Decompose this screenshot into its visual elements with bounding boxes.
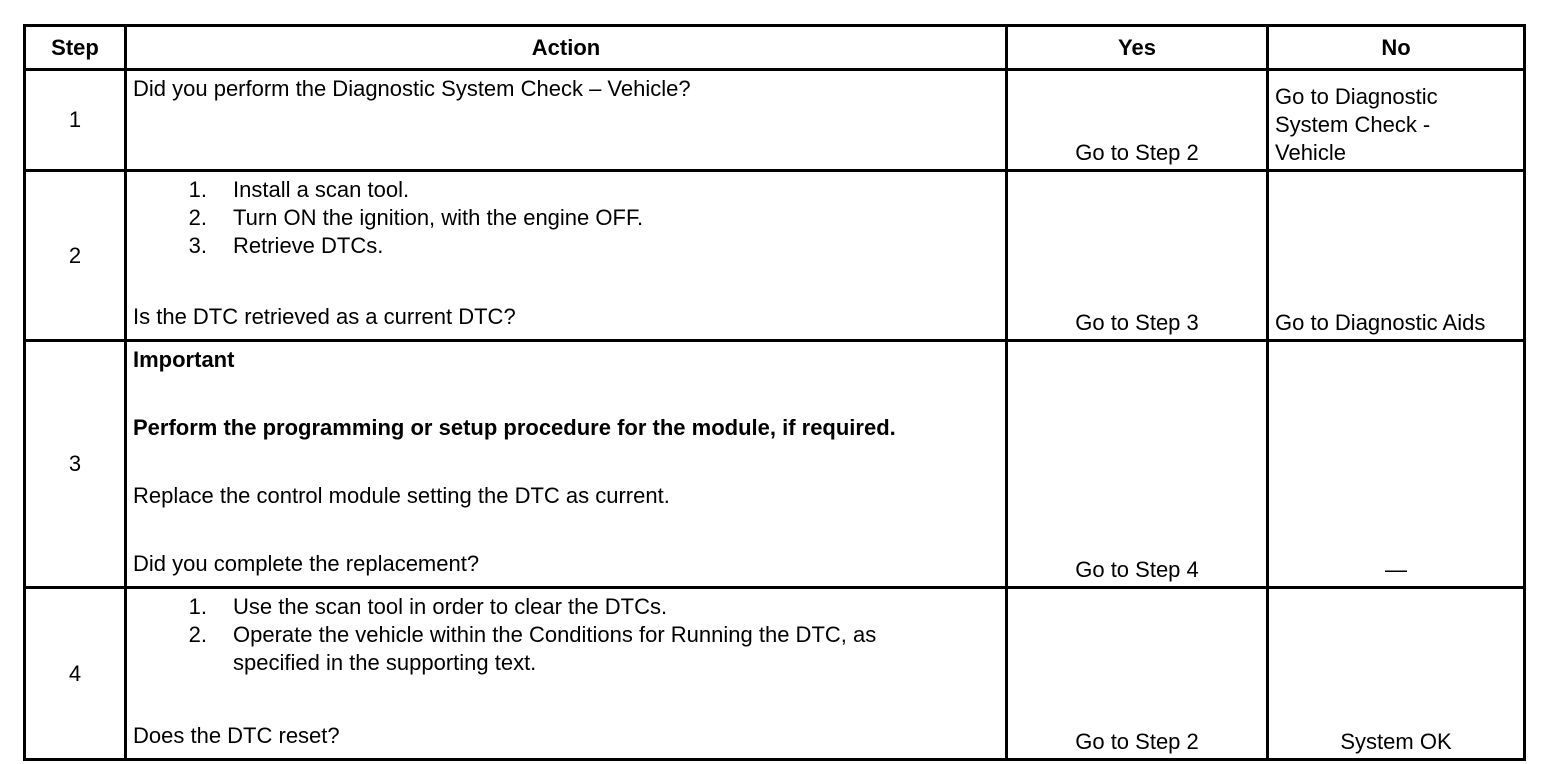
header-action: Action — [126, 26, 1007, 70]
yes-cell — [1007, 70, 1268, 171]
header-no: No — [1268, 26, 1525, 70]
yes-link-text: Go to Step 2 — [1075, 140, 1199, 165]
action-cell — [126, 588, 1007, 760]
action-question: Does the DTC reset? — [133, 723, 340, 748]
list-item: 1. Use the scan tool in order to clear the DTCs. — [188, 594, 668, 619]
no-text-line: Go to Diagnostic — [1275, 84, 1438, 109]
step-number: 2 — [25, 171, 126, 341]
action-question: Did you perform the Diagnostic System Check – Vehicle? — [133, 76, 691, 101]
list-item: 2. Operate the vehicle within the Conditions for Running the DTC, as specified in the supporting text. — [188, 622, 877, 675]
step-number: 3 — [25, 341, 126, 588]
yes-link-text: Go to Step 2 — [1075, 729, 1199, 754]
yes-cell — [1007, 171, 1268, 341]
yes-link-text: Go to Step 4 — [1075, 557, 1199, 582]
action-cell — [126, 171, 1007, 341]
table-row — [25, 171, 1525, 341]
no-text: — — [1385, 557, 1407, 582]
yes-cell — [1007, 341, 1268, 588]
important-text: Perform the programming or setup procedure for the module, if required. — [133, 415, 896, 440]
list-item: 3. Retrieve DTCs. — [188, 233, 384, 258]
no-cell — [1268, 171, 1525, 341]
header-yes: Yes — [1007, 26, 1268, 70]
step-number: 1 — [25, 70, 126, 171]
action-instruction: Replace the control module setting the DTC as current. — [133, 483, 670, 508]
important-label: Important — [133, 347, 235, 372]
table-row — [25, 588, 1525, 760]
action-steps-list — [133, 593, 999, 677]
table-row — [25, 70, 1525, 171]
table-row — [25, 341, 1525, 588]
no-cell — [1268, 341, 1525, 588]
step-number: 4 — [25, 588, 126, 760]
action-question: Is the DTC retrieved as a current DTC? — [133, 304, 516, 329]
header-step: Step — [25, 26, 126, 70]
action-cell — [126, 70, 1007, 171]
no-cell — [1268, 70, 1525, 171]
diagnostic-table — [23, 24, 1526, 761]
action-steps-list — [133, 176, 999, 260]
no-text: Go to Diagnostic Aids — [1275, 310, 1486, 335]
no-text-line: System Check - — [1275, 112, 1431, 137]
yes-cell — [1007, 588, 1268, 760]
no-text-line: Vehicle — [1275, 140, 1346, 165]
action-cell — [126, 341, 1007, 588]
table-header-row — [25, 26, 1525, 70]
action-question: Did you complete the replacement? — [133, 551, 480, 576]
no-cell — [1268, 588, 1525, 760]
yes-link-text: Go to Step 3 — [1075, 310, 1199, 335]
no-text: System OK — [1340, 729, 1452, 754]
list-item: 2. Turn ON the ignition, with the engine OFF. — [188, 205, 644, 230]
list-item: 1. Install a scan tool. — [188, 177, 410, 202]
